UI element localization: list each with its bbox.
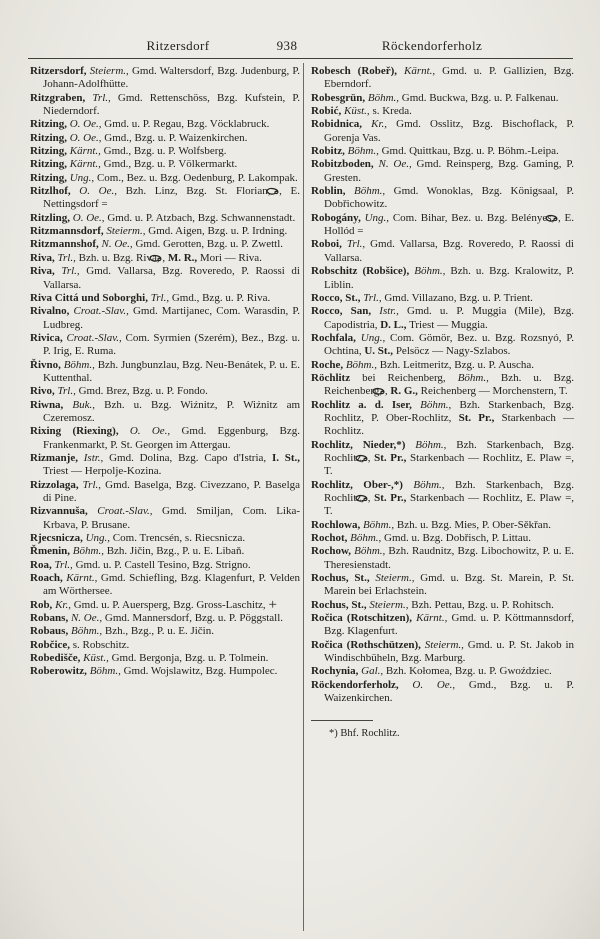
entry-region: Küst., [344,105,370,118]
entry-region: Trl., [92,91,111,104]
entry-headword: Ritzgraben, [30,91,86,104]
left-column [30,65,300,679]
gazetteer-entry [311,479,574,519]
gazetteer-entry [30,225,300,238]
entry-headword: Robidnica, [311,118,363,131]
entry-headword: Rjecsnicza, [30,532,83,545]
entry-headword: Ritzling, [30,211,71,224]
entry-text: Gmd. Mannersdorf, Bzg. u. P. Pöggstall. [104,612,284,625]
entry-region: Trl., [363,291,382,304]
entry-text: Gmd. u. Bzg. St. Marein, P. St. Marein bei Erlachstein. [324,572,575,598]
entry-text: Gmd., Bzg. u. P. Waizenkirchen. [104,131,248,144]
entry-text: Gmd., Bzg. u. P. Waizenkirchen. [324,678,574,705]
gazetteer-entry [30,118,300,131]
entry-text: Bzh. u. Bzg. Riva, [78,251,160,264]
gazetteer-entry [30,639,300,652]
entry-text: Gmd. Waltersdorf, Bzg. Judenburg, P. Johann-Adolfhütte. [43,65,300,91]
entry-region: Trl., [346,238,366,251]
entry-text: Gmd. Eggenburg, Bzg. Frankenmarkt, P. St. Georgen im Attergau. [43,425,301,451]
entry-region: Böhm., [415,438,447,451]
entry-headword: D. L., [380,318,407,331]
gazetteer-entry [30,596,300,613]
header-keyword-right: Röckendorferholz [381,38,483,53]
entry-region: Böhm., [367,91,400,104]
entry-headword: Ročica (Rotschitzen), [311,612,412,625]
entry-text: Pelsöcz — Nagy-Szlabos. [395,345,511,358]
entry-region: Böhm., [414,265,446,278]
entry-region: O. Oe., [79,185,117,198]
entry-headword: Ritzing, [30,145,67,158]
entry-text: Gmd. Reinsperg, Bzg. Gaming, P. Gresten. [324,158,575,184]
gazetteer-entry [30,572,300,599]
entry-headword: Rivica, [30,331,63,344]
entry-region: Böhm., [420,398,452,411]
gazetteer-entry [311,238,574,265]
entry-headword: Ritzing, [30,171,67,184]
entry-headword: Robesch (Robeř), [311,65,398,77]
entry-text: Gmd. u. Bzg. Dobřisch, P. Littau. [384,532,531,545]
entry-region: Trl., [82,478,102,491]
entry-headword: Ritzmannshof, [30,238,99,251]
entry-region: Croat.-Slav., [97,505,153,518]
entry-headword: Rivo, [30,385,55,398]
entry-region: Böhm., [457,371,489,384]
entry-headword: Ritzing, [30,131,67,144]
entry-region: O. Oe., [69,131,102,144]
entry-region: Böhm., [354,545,386,558]
entry-headword: Roa, [30,558,52,571]
entry-headword: Riwna, [30,398,64,411]
entry-text: Gmd., Bzg. u. P. Völkermarkt. [103,158,238,171]
entry-region: N. Oe., [70,612,103,625]
entry-region: Böhm., [413,478,445,491]
entry-headword: Robesgrün, [311,91,366,104]
entry-text: Bzh. Linz, Bzg. St. Florian, [125,185,271,198]
entry-headword: Řmenin, [30,545,71,558]
entry-region: O. Oe., [72,211,105,224]
entry-headword: Robans, [30,612,69,625]
entry-text: Bzh. Jičin, Bzg., P. u. E. Libaň. [106,545,245,558]
entry-headword: Roblin, [311,185,346,198]
entry-text: Bzh. Pettau, Bzg. u. P. Rohitsch. [411,598,554,611]
entry-text: Gmd. Osslitz, Bzg. Bischoflack, P. Gorenja Vas. [324,118,575,144]
entry-region: Böhm., [70,625,103,638]
entry-text: Gmd. u. P. Gallizien, Bzg. Eberndorf. [324,65,575,91]
entry-text: Triest — Muggia. [409,318,488,331]
gazetteer-entry [30,359,300,386]
entry-headword: Rochow, [311,545,352,558]
entry-headword: Rizzolaga, [30,478,79,491]
entry-text: Gmd. u. P. Atzbach, Bzg. Schwannenstadt. [107,211,296,224]
entry-headword: St. Pr., [374,451,407,464]
entry-headword: Roach, [30,572,63,585]
entry-headword: Rochfala, [311,331,356,344]
entry-region: O. Oe., [69,118,102,131]
gazetteer-entry [30,532,300,545]
entry-headword: Rochlitz, Nieder,*) [311,438,406,451]
gazetteer-entry [311,439,574,479]
entry-headword: Robschitz (Robšice), [311,265,410,278]
gazetteer-entry [30,399,300,426]
entry-region: Trl., [57,251,76,264]
entry-headword: U. St., [364,345,394,358]
entry-headword: Rochus, St., [311,572,370,585]
gazetteer-entry [311,399,574,439]
gazetteer-entry [311,519,574,532]
entry-text: Gmd. Vallarsa, Bzg. Roveredo, P. Raossi di Vallarsa. [324,238,574,264]
entry-headword: Rochot, [311,532,348,545]
entry-text: Gmd. u. P. Auersperg, Bzg. Gross-Laschitz, [73,598,266,611]
entry-region: Istr., [379,305,399,318]
entry-text: , E. Hollód = [324,211,575,238]
gazetteer-entry [30,545,300,558]
entry-text: Starkenbach — Rochlitz. [324,411,575,438]
entry-text: Triest — Herpolje-Kozina. [43,465,162,478]
entry-headword: I. St., [271,451,301,464]
entry-headword: St. Pr., [374,492,407,504]
entry-headword: Rocco, St., [311,291,361,304]
entry-region: Trl., [57,385,76,398]
page-number: 938 [276,38,298,53]
entry-region: Steierm., [106,225,146,238]
gazetteer-entry [311,305,574,332]
entry-text: Bzh. Starkenbach, Bzg. Rochlitz, P. Ober-Rochlitz, [324,398,575,424]
header-keyword-left: Ritzersdorf [146,38,210,53]
entry-region: Steierm., [424,638,464,651]
gazetteer-entry [311,118,574,145]
gazetteer-entry [30,425,300,452]
gazetteer-entry [311,665,574,678]
entry-text: Bzh. Starkenbach, Bzg. Rochlitz, [324,478,575,504]
gazetteer-entry [30,479,300,506]
entry-headword: Robčice, [30,638,71,651]
entry-region: O. Oe., [129,425,171,438]
entry-text: Gmd., Bzg. u. P. Riva. [171,291,271,304]
footnote: *) Bhf. Rochlitz. [329,727,400,739]
gazetteer-entry [311,332,574,359]
entry-text: Gmd. u. P. Köttmannsdorf, Bzg. Klagenfurt. [324,612,575,638]
entry-headword: M. R., [167,251,198,264]
entry-text: Bzh. Starkenbach, Bzg. Rochlitz, [324,438,575,464]
entry-text: Bzh. Raudnitz, Bzg. Libochowitz, P. u. E. Theresienstadt. [324,545,575,571]
gazetteer-entry [311,65,574,92]
entry-headword: Robitzboden, [311,158,374,171]
entry-headword: Röchlitz [311,371,351,384]
footnote-rule [311,720,373,721]
entry-region: Böhm., [345,358,377,371]
entry-headword: Rochus, St., [311,598,367,611]
entry-region: Böhm., [89,665,121,678]
entry-region: Trl., [150,291,170,304]
entry-region: O. Oe., [412,678,456,691]
gazetteer-entry [30,505,300,532]
entry-text: s. Kreda. [372,105,412,118]
entry-headword: Rocco, San, [311,305,372,318]
entry-text: Mori — Riva. [199,251,262,264]
entry-text: s. Robschitz. [72,638,130,651]
entry-headword: Řivno, [30,358,61,371]
gazetteer-entry [311,158,574,185]
entry-text: Bzh. u. Bzg. Reichenberg, [324,371,575,398]
entry-headword: Röckendorferholz, [311,678,399,691]
entry-text: Gmd. Villazano, Bzg. u. P. Trient. [384,291,533,304]
entry-text: Gmd. Baselga, Bzg. Civezzano, P. Baselga di Pine. [43,478,301,504]
entry-headword: Ritzersdorf, [30,65,87,77]
entry-headword: Ritzing, [30,158,67,171]
entry-region: Kärnt., [69,158,101,171]
gazetteer-entry [311,372,574,399]
entry-region: Ung., [69,171,95,184]
entry-headword: Robogány, [311,211,361,224]
entry-region: Ung., [364,211,390,224]
entry-region: Kärnt., [404,65,436,77]
gazetteer-entry [311,599,574,612]
entry-region: Kärnt., [69,145,101,158]
entry-headword: Roche, [311,358,344,371]
gazetteer-entry [311,639,574,666]
entry-region: Böhm., [72,545,104,558]
gazetteer-entry [30,612,300,625]
gazetteer-entry [311,185,574,212]
entry-headword: Riva, [30,251,55,264]
entry-text: Starkenbach — Rochlitz, E. Plaw =, T. [324,451,575,478]
entry-text: Gmd. Rettenschöss, Bzg. Kufstein, P. Niederndorf. [43,91,300,118]
entry-text: Gmd. Smiljan, Com. Lika-Krbava, P. Brusane. [43,505,301,531]
entry-text: Gmd. Vallarsa, Bzg. Roveredo, P. Raossi di Vallarsa. [43,265,300,291]
entry-region: N. Oe., [101,238,133,251]
entry-text: Gmd. u. P. Regau, Bzg. Vöcklabruck. [104,118,270,131]
gazetteer-entry [30,305,300,332]
entry-region: Kr., [55,598,71,611]
entry-text: Gmd. Aigen, Bzg. u. P. Irdning. [148,225,288,238]
gazetteer-entry [311,612,574,639]
entry-headword: Rizvannuša, [30,505,88,518]
entry-text: Bzh., Bzg., P. u. E. Jičin. [104,625,214,638]
gazetteer-entry [30,185,300,212]
entry-text: Gmd. Dolina, Bzg. Capo d'Istria, [109,451,267,464]
entry-headword: Riva Cittá und Soborghi, [30,291,148,304]
entry-region: Kärnt., [66,572,98,585]
entry-text: Gmd., Bzg. u. P. Wolfsberg. [103,145,227,158]
entry-headword: Rochlitz, Ober-,*) [311,478,403,491]
entry-text: , E. Nettingsdorf = [43,185,301,211]
entry-headword: Rochlitz a. d. Iser, [311,398,412,411]
gazetteer-entry [30,452,300,479]
gazetteer-entry [311,532,574,545]
entry-region: Küst., [83,652,109,665]
entry-headword: Riva, [30,265,55,278]
entry-headword: Roberowitz, [30,665,87,678]
column-divider-rule [303,63,304,931]
entry-region: Böhm., [362,518,395,531]
entry-text: Gmd. Martijanec, Com. Warasdin, P. Ludbreg. [43,305,301,331]
entry-text: Gmd. Gerotten, Bzg. u. P. Zwettl. [135,238,284,251]
gazetteer-entry [311,545,574,572]
gazetteer-entry [30,665,300,678]
entry-headword: Robić, [311,105,342,118]
entry-text: Starkenbach — Rochlitz, E. Plaw =, T. [324,492,575,518]
entry-region: Croat.-Slav., [73,305,129,318]
entry-text: Gmd. Bergonja, Bzg. u. P. Tolmein. [111,652,269,665]
gazetteer-entry [30,292,300,305]
entry-headword: Rivalno, [30,305,70,318]
entry-text: Bzh. Jungbunzlau, Bzg. Neu-Benátek, P. u. E. Kuttenthal. [43,358,301,384]
entry-region: Trl., [61,265,80,278]
entry-text: Bzh. u. Bzg. Kralowitz, P. Liblin. [324,265,575,291]
entry-region: N. Oe., [378,158,412,171]
entry-text: Com., Bez. u. Bzg. Oedenburg, P. Lakompak. [96,171,298,184]
gazetteer-entry [311,105,574,118]
gazetteer-entry [311,145,574,158]
gazetteer-entry [311,679,574,706]
entry-text: Com. Bihar, Bez. u. Bzg. Belényes, [392,211,555,224]
gazetteer-entry [30,132,300,145]
entry-text: Com. Gömör, Bez. u. Bzg. Rozsnyó, P. Ochtina, [324,331,575,358]
gazetteer-entry [311,572,574,599]
entry-text: Gmd. Wonoklas, Bzg. Königsaal, P. Dobřichowitz. [324,185,575,211]
entry-text: Gmd. Wojslawitz, Bzg. Humpolec. [123,665,278,678]
entry-headword: St. Pr., [458,411,495,424]
entry-region: Böhm., [354,185,386,198]
gazetteer-entry [311,92,574,105]
entry-headword: Roboi, [311,238,342,251]
entry-text: Bzh. Leitmeritz, Bzg. u. P. Auscha. [379,358,535,371]
entry-text: , [367,492,371,504]
entry-region: Böhm., [347,145,379,158]
gazetteer-entry [30,265,300,292]
entry-region: Steierm., [375,572,415,585]
entry-region: Kr., [371,118,388,131]
entry-headword: R. G., [390,385,418,398]
entry-text: , [384,385,388,398]
gazetteer-entry [30,65,300,92]
entry-region: Croat.-Slav., [66,331,122,344]
gazetteer-entry [311,359,574,372]
entry-text: Bzh. u. Bzg. Mies, P. Ober-Sěkřan. [396,518,551,531]
entry-text: Gmd. Buckwa, Bzg. u. P. Falkenau. [401,91,559,104]
entry-region: Steierm., [89,65,129,77]
gazetteer-entry [30,559,300,572]
entry-text: Gmd. Schiefling, Bzg. Klagenfurt, P. Velden am Wörthersee. [43,572,301,598]
entry-region: Böhm., [63,358,95,371]
page-header [0,38,600,58]
entry-text: Gmd. Brez, Bzg. u. P. Fondo. [78,385,208,398]
gazetteer-entry [30,332,300,359]
right-column [311,65,574,740]
entry-headword: Rochynia, [311,665,359,678]
entry-headword: Ritzing, [30,118,67,131]
entry-headword: Ritzmannsdorf, [30,225,104,238]
gazetteer-entry [30,158,300,171]
entry-text: Bzh. u. Bzg. Wiźnitz, P. Wiźnitz am Czeremosz. [43,398,301,424]
entry-headword: Rochlowa, [311,518,361,531]
entry-text: Com. Trencsén, s. Riecsnicza. [112,532,246,545]
entry-text: Gmd. Quittkau, Bzg. u. P. Böhm.-Leipa. [381,145,559,158]
entry-region: Istr., [83,451,104,464]
gazetteer-entry [30,145,300,158]
entry-headword: Robaus, [30,625,69,638]
entry-text: Gmd. u. P. St. Jakob in Windischbüheln, Bzg. Marburg. [324,638,575,665]
entry-headword: Rizmanje, [30,451,78,464]
gazetteer-entry [30,252,300,265]
gazetteer-entry [311,292,574,305]
entry-headword: Ročica (Rothschützen), [311,638,421,651]
entry-headword: Robedišče, [30,652,81,665]
entry-text: bei Reichenberg, [362,371,446,384]
entry-region: Ung., [85,532,111,545]
entry-text: Gmd. u. P. Muggia (Mile), Bzg. Capodistria, [324,305,575,331]
gazetteer-entry [30,652,300,665]
cross-icon: + [268,596,277,613]
entry-region: Buk., [72,398,96,411]
entry-headword: Robitz, [311,145,345,158]
gazetteer-entry [30,625,300,638]
entry-region: Trl., [54,558,73,571]
entry-headword: Rixing (Riexing), [30,425,119,438]
entry-text: Com. Syrmien (Szerém), Bez., Bzg. u. P. Irig, E. Ruma. [43,331,301,358]
entry-region: Gal., [361,665,384,678]
entry-region: Kärnt., [416,612,448,625]
gazetteer-entry [30,385,300,398]
gazetteer-entry [311,265,574,292]
entry-region: Böhm., [350,532,382,545]
entry-text: Reichenberg — Morchenstern, T. [420,385,568,398]
entry-text: Bzh. Kołomea, Bzg. u. P. Gwoździec. [385,665,552,678]
gazetteer-entry [30,238,300,251]
entry-headword: Rob, [30,598,53,611]
gazetteer-entry [30,92,300,119]
entry-headword: Ritzlhof, [30,185,71,198]
entry-region: Steierm., [369,598,409,611]
entry-region: Ung., [360,331,386,344]
entry-text: , [367,451,371,464]
gazetteer-entry [30,212,300,225]
gazetteer-entry [311,212,574,239]
gazetteer-entry [30,172,300,185]
entry-text: , [162,251,166,264]
header-rule [28,58,573,59]
entry-text: Gmd. u. P. Castell Tesino, Bzg. Strigno. [75,558,251,571]
